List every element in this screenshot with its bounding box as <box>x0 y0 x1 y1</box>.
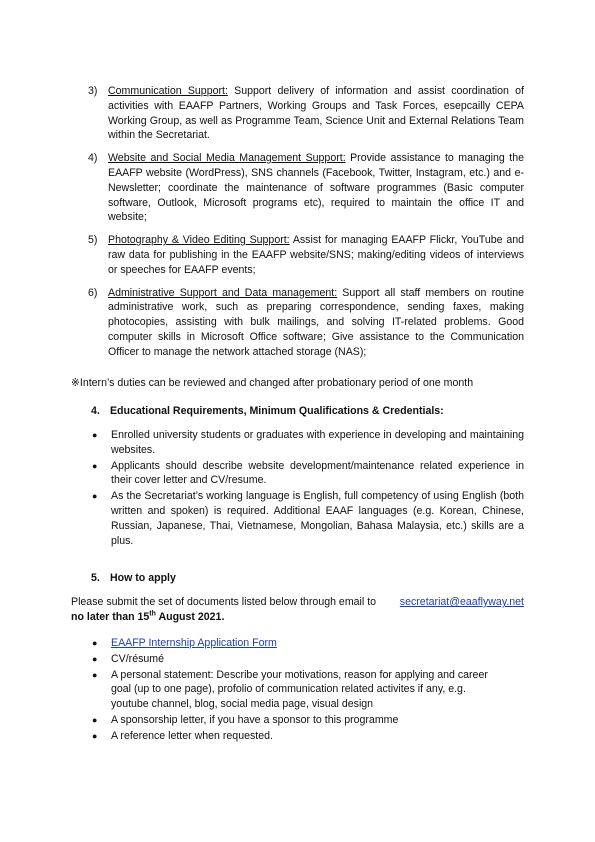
bullet-icon: ● <box>92 638 98 648</box>
application-form-link[interactable]: EAAFP Internship Application Form <box>111 637 277 649</box>
list-item <box>92 668 502 712</box>
list-item-text: Enrolled university students or graduates with experience in developing and maintaining websites. <box>111 429 524 456</box>
list-item-text: Applicants should describe website development/maintenance related experience in their cover letter and CV/resume. <box>111 459 524 487</box>
duty-text: Support all staff members on routine administrative work, such as preparing correspondence, sending faxes, making photocopies, assisting with bulk mailings, and solving IT-related problems. Good computer skills in Microsoft Office software; Give assistance to the Communication Officer to manage the network attached storage (NAS); <box>108 286 525 358</box>
list-item-text: A reference letter when requested. <box>111 729 273 742</box>
section-number: 5. <box>91 572 100 584</box>
list-item-text: A personal statement: Describe your motivations, reason for applying and career goal (up to one page), profolio of communication related activites if any, e.g. youtube channel, blog, social media page, visual design <box>111 668 488 711</box>
bullet-icon: ● <box>92 669 98 680</box>
requirements-list <box>92 428 524 549</box>
duty-title: Communication Support: <box>108 85 228 97</box>
list-item-text: CV/résumé <box>111 652 164 665</box>
duty-title: Administrative Support and Data management: <box>108 286 338 299</box>
duty-item <box>88 151 524 225</box>
bullet-icon: ● <box>92 653 98 664</box>
duty-item <box>88 286 524 360</box>
deadline: no later than 15th August 2021. <box>71 610 225 623</box>
list-item-text: As the Secretariat’s working language is English, full competency of using English (both written and spoken) is required. Additional EAAF languages (e.g. Korean, Chinese, Russian, Japanese, Thai, Vietnamese, Mongolian, Bahasa Malaysia, etc.) skills are a plus. <box>111 490 524 547</box>
apply-instructions <box>71 595 524 625</box>
duty-title: Photography & Video Editing Support: <box>108 234 290 247</box>
duties-note: ※Intern’s duties can be reviewed and changed after probationary period of one month <box>71 377 474 389</box>
bullet-icon: ● <box>92 491 98 502</box>
list-item <box>92 729 502 744</box>
list-item <box>92 489 524 548</box>
duty-text: Assist for managing EAAFP Flickr, YouTube and raw data for publishing in the EAAFP website/SNS; making/editing videos of interviews or speeches for EAAFP events; <box>108 234 524 276</box>
bullet-icon: ● <box>92 430 98 440</box>
email-link[interactable]: secretariat@eaaflyway.net <box>399 596 524 608</box>
documents-list <box>92 636 502 745</box>
apply-intro: Please submit the set of documents listed below through email to <box>71 596 377 608</box>
duty-number: 5) <box>88 234 98 247</box>
section-4-heading <box>91 404 444 419</box>
duty-number: 3) <box>88 85 98 97</box>
list-item <box>92 652 502 667</box>
list-item-text: A sponsorship letter, if you have a sponsor to this programme <box>111 713 399 726</box>
bullet-icon: ● <box>92 730 98 741</box>
duties-list <box>88 84 524 368</box>
bullet-icon: ● <box>92 460 98 471</box>
list-item <box>92 428 524 458</box>
bullet-icon: ● <box>92 714 98 725</box>
duty-text: Support delivery of information and assist coordination of activities with EAAFP Partners, Working Groups and Task Forces, esepcailly CEPA Working Group, as well as Programme Team, Science Unit and External Relations Team within the Secretariat. <box>108 85 524 142</box>
section-number: 4. <box>91 405 100 417</box>
duty-title: Website and Social Media Management Support: <box>108 152 346 165</box>
duty-number: 4) <box>88 152 98 165</box>
list-item <box>92 459 524 489</box>
duty-text: Provide assistance to managing the EAAFP website (WordPress), SNS channels (Facebook, Twitter, Instagram, etc.) and e-Newsletter; coordinate the maintenance of software programmes (Basic computer software, Outlook, Microsoft programs etc), required to maintain the office IT and website; <box>108 152 524 224</box>
section-title: Educational Requirements, Minimum Qualifications & Credentials: <box>109 405 444 417</box>
duty-item <box>88 84 524 143</box>
duty-item <box>88 233 524 277</box>
list-item <box>92 636 502 651</box>
section-5-heading <box>91 571 176 586</box>
section-title: How to apply <box>109 572 176 584</box>
list-item <box>92 713 502 728</box>
duty-number: 6) <box>88 286 98 299</box>
